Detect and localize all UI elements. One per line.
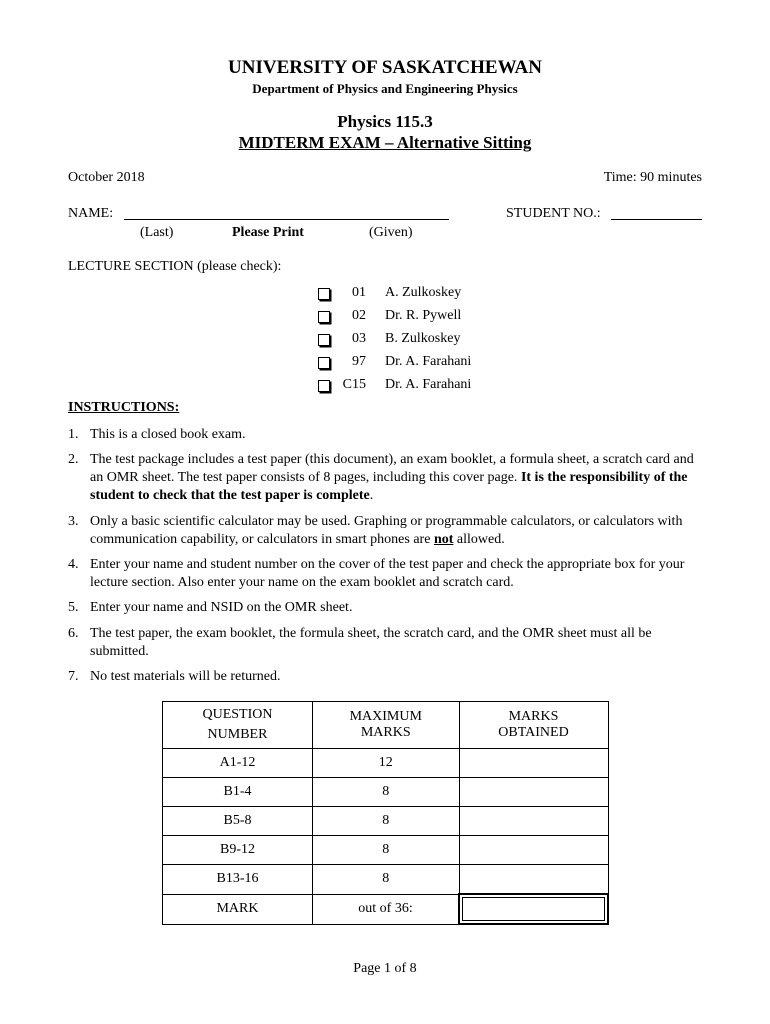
section-number: 03 (352, 331, 366, 346)
exam-date: October 2018 (68, 170, 145, 185)
section-instructor: A. Zulkoskey (385, 285, 462, 300)
header-line: NUMBER (207, 727, 268, 742)
header-line: OBTAINED (498, 725, 569, 740)
question-cell: B13-16 (163, 865, 313, 895)
max-cell: 8 (313, 807, 460, 836)
item-text-bold: It is the responsibility of the student to check that the test paper is complete (90, 470, 688, 503)
checkbox-icon[interactable] (318, 380, 330, 392)
obtained-cell[interactable] (459, 836, 608, 865)
last-name-hint: (Last) (140, 225, 174, 240)
header-line: MARKS (508, 709, 559, 724)
given-name-hint: (Given) (369, 225, 413, 240)
mark-label-cell: MARK (163, 894, 313, 924)
item-number: 1. (68, 427, 79, 442)
item-text: The test paper, the exam booklet, the formula sheet, the scratch card, and the OMR sheet must all be submitted. (90, 626, 652, 659)
item-number: 7. (68, 669, 79, 684)
university-title: UNIVERSITY OF SASKATCHEWAN (228, 57, 542, 78)
question-cell: A1-12 (163, 749, 313, 778)
name-label: NAME: (68, 206, 114, 221)
table-row (163, 778, 609, 807)
table-row (163, 749, 609, 778)
table-row (163, 865, 609, 895)
instruction-item (68, 668, 708, 686)
question-cell: B1-4 (163, 778, 313, 807)
item-text (90, 451, 708, 505)
student-no-label: STUDENT NO.: (506, 206, 601, 221)
section-number: C15 (342, 377, 366, 392)
header-max (313, 702, 460, 749)
header-line: QUESTION (202, 707, 273, 722)
item-text (90, 513, 708, 549)
header-line: MAXIMUM (349, 709, 422, 724)
section-number: 01 (352, 285, 366, 300)
item-number: 5. (68, 600, 79, 615)
question-cell: B9-12 (163, 836, 313, 865)
please-print-hint: Please Print (232, 225, 304, 240)
item-text-part: Only a basic scientific calculator may be used. Graphing or programmable calculators, or calculators with communication capability, or calculators in smart phones are (90, 514, 683, 547)
marks-table (162, 701, 609, 925)
checkbox-icon[interactable] (318, 288, 330, 300)
instruction-item (68, 426, 708, 444)
page-number: Page 1 of 8 (353, 961, 417, 976)
item-text: No test materials will be returned. (90, 669, 281, 684)
item-text: Enter your name and student number on the cover of the test paper and check the appropriate box for your lecture section. Also enter your name on the exam booklet and scratch card. (90, 557, 685, 590)
section-option[interactable] (318, 285, 518, 307)
table-row (163, 836, 609, 865)
item-text: This is a closed book exam. (90, 427, 246, 442)
table-header-row (163, 702, 609, 749)
header-question (163, 702, 313, 749)
item-number: 3. (68, 514, 79, 529)
obtained-cell[interactable] (459, 865, 608, 895)
max-cell: 8 (313, 836, 460, 865)
item-number: 4. (68, 557, 79, 572)
exam-title (0, 133, 770, 153)
item-number: 2. (68, 452, 79, 467)
item-text-bold: not (433, 532, 454, 547)
instruction-item (68, 513, 708, 549)
item-text-part: The test package includes a test paper (this document), an exam booklet, a formula sheet, a scratch card and an OMR sheet. The test paper consists of 8 pages, including this cover page. (90, 452, 694, 485)
obtained-cell[interactable] (459, 749, 608, 778)
item-text: Enter your name and NSID on the OMR sheet. (90, 600, 353, 615)
section-instructor: Dr. R. Pywell (385, 308, 462, 323)
section-number: 02 (352, 308, 366, 323)
checkbox-icon[interactable] (318, 334, 330, 346)
section-number: 97 (352, 354, 366, 369)
exam-time: Time: 90 minutes (603, 170, 702, 185)
table-row (163, 807, 609, 836)
section-instructor: Dr. A. Farahani (385, 354, 472, 369)
name-field[interactable] (124, 204, 449, 220)
checkbox-icon[interactable] (318, 357, 330, 369)
question-cell: B5-8 (163, 807, 313, 836)
instruction-item (68, 599, 708, 617)
item-text-part: . (369, 488, 374, 503)
section-option[interactable] (318, 331, 518, 353)
instruction-item (68, 451, 708, 505)
exam-title-text: MIDTERM EXAM – Alternative Sitting (238, 133, 532, 152)
header-line: MARKS (360, 725, 411, 740)
instruction-item (68, 556, 708, 592)
instructions-title: INSTRUCTIONS: (68, 400, 180, 415)
item-number: 6. (68, 626, 79, 641)
max-cell: 12 (313, 749, 460, 778)
total-mark-cell[interactable] (459, 894, 608, 924)
item-text-part: allowed. (453, 532, 505, 547)
course-title: Physics 115.3 (337, 112, 433, 131)
section-instructor: Dr. A. Farahani (385, 377, 472, 392)
section-option[interactable] (318, 377, 518, 399)
table-row-total (163, 894, 609, 924)
out-of-cell: out of 36: (313, 894, 460, 924)
department-name: Department of Physics and Engineering Physics (252, 81, 518, 96)
checkbox-icon[interactable] (318, 311, 330, 323)
student-no-field[interactable] (611, 204, 702, 220)
max-cell: 8 (313, 778, 460, 807)
section-option[interactable] (318, 354, 518, 376)
instruction-item (68, 625, 708, 661)
lecture-section-label: LECTURE SECTION (please check): (68, 259, 282, 274)
obtained-cell[interactable] (459, 778, 608, 807)
section-option[interactable] (318, 308, 518, 330)
obtained-cell[interactable] (459, 807, 608, 836)
max-cell: 8 (313, 865, 460, 895)
header-obtained (459, 702, 608, 749)
section-instructor: B. Zulkoskey (385, 331, 461, 346)
